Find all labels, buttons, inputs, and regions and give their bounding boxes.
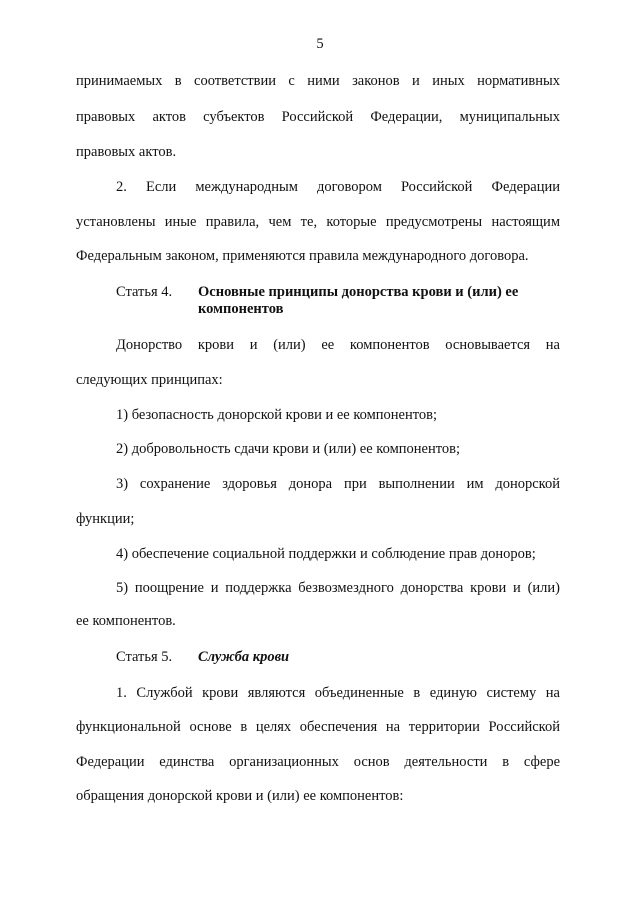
article-5-title: Служба крови: [198, 649, 290, 665]
paragraph-line: функциональной основе в целях обеспечения на территории Российской: [76, 719, 560, 735]
paragraph-line: 2. Если международным договором Российской Федерации: [116, 179, 560, 195]
paragraph-line: следующих принципах:: [76, 372, 223, 388]
list-item-continuation: функции;: [76, 511, 135, 527]
list-item: 1) безопасность донорской крови и ее компонентов;: [116, 407, 438, 423]
paragraph-line: Федерации единства организационных основ деятельности в сфере: [76, 754, 560, 770]
paragraph-line: Донорство крови и (или) ее компонентов основывается на: [116, 337, 560, 353]
article-4-title-line2: компонентов: [198, 301, 284, 317]
paragraph-line: правовых актов субъектов Российской Федерации, муниципальных: [76, 109, 560, 125]
paragraph-line: обращения донорской крови и (или) ее компонентов:: [76, 788, 404, 804]
list-item: 3) сохранение здоровья донора при выполнении им донорской: [116, 476, 560, 492]
list-item: 4) обеспечение социальной поддержки и соблюдение прав доноров;: [116, 546, 536, 562]
list-item: 5) поощрение и поддержка безвозмездного донорства крови и (или): [116, 580, 560, 596]
article-4-label: Статья 4.: [116, 284, 173, 300]
paragraph-line: правовых актов.: [76, 144, 177, 160]
paragraph-line: установлены иные правила, чем те, которые предусмотрены настоящим: [76, 214, 560, 230]
list-item: 2) добровольность сдачи крови и (или) ее компонентов;: [116, 441, 460, 457]
paragraph-line: Федеральным законом, применяются правила международного договора.: [76, 248, 529, 264]
paragraph-line: 1. Службой крови являются объединенные в единую систему на: [116, 685, 560, 701]
article-4-title-line1: Основные принципы донорства крови и (или) ее: [198, 284, 519, 300]
page-number: 5: [316, 36, 324, 52]
list-item-continuation: ее компонентов.: [76, 613, 176, 629]
paragraph-line: принимаемых в соответствии с ними законов и иных нормативных: [76, 73, 560, 89]
article-5-label: Статья 5.: [116, 649, 173, 665]
